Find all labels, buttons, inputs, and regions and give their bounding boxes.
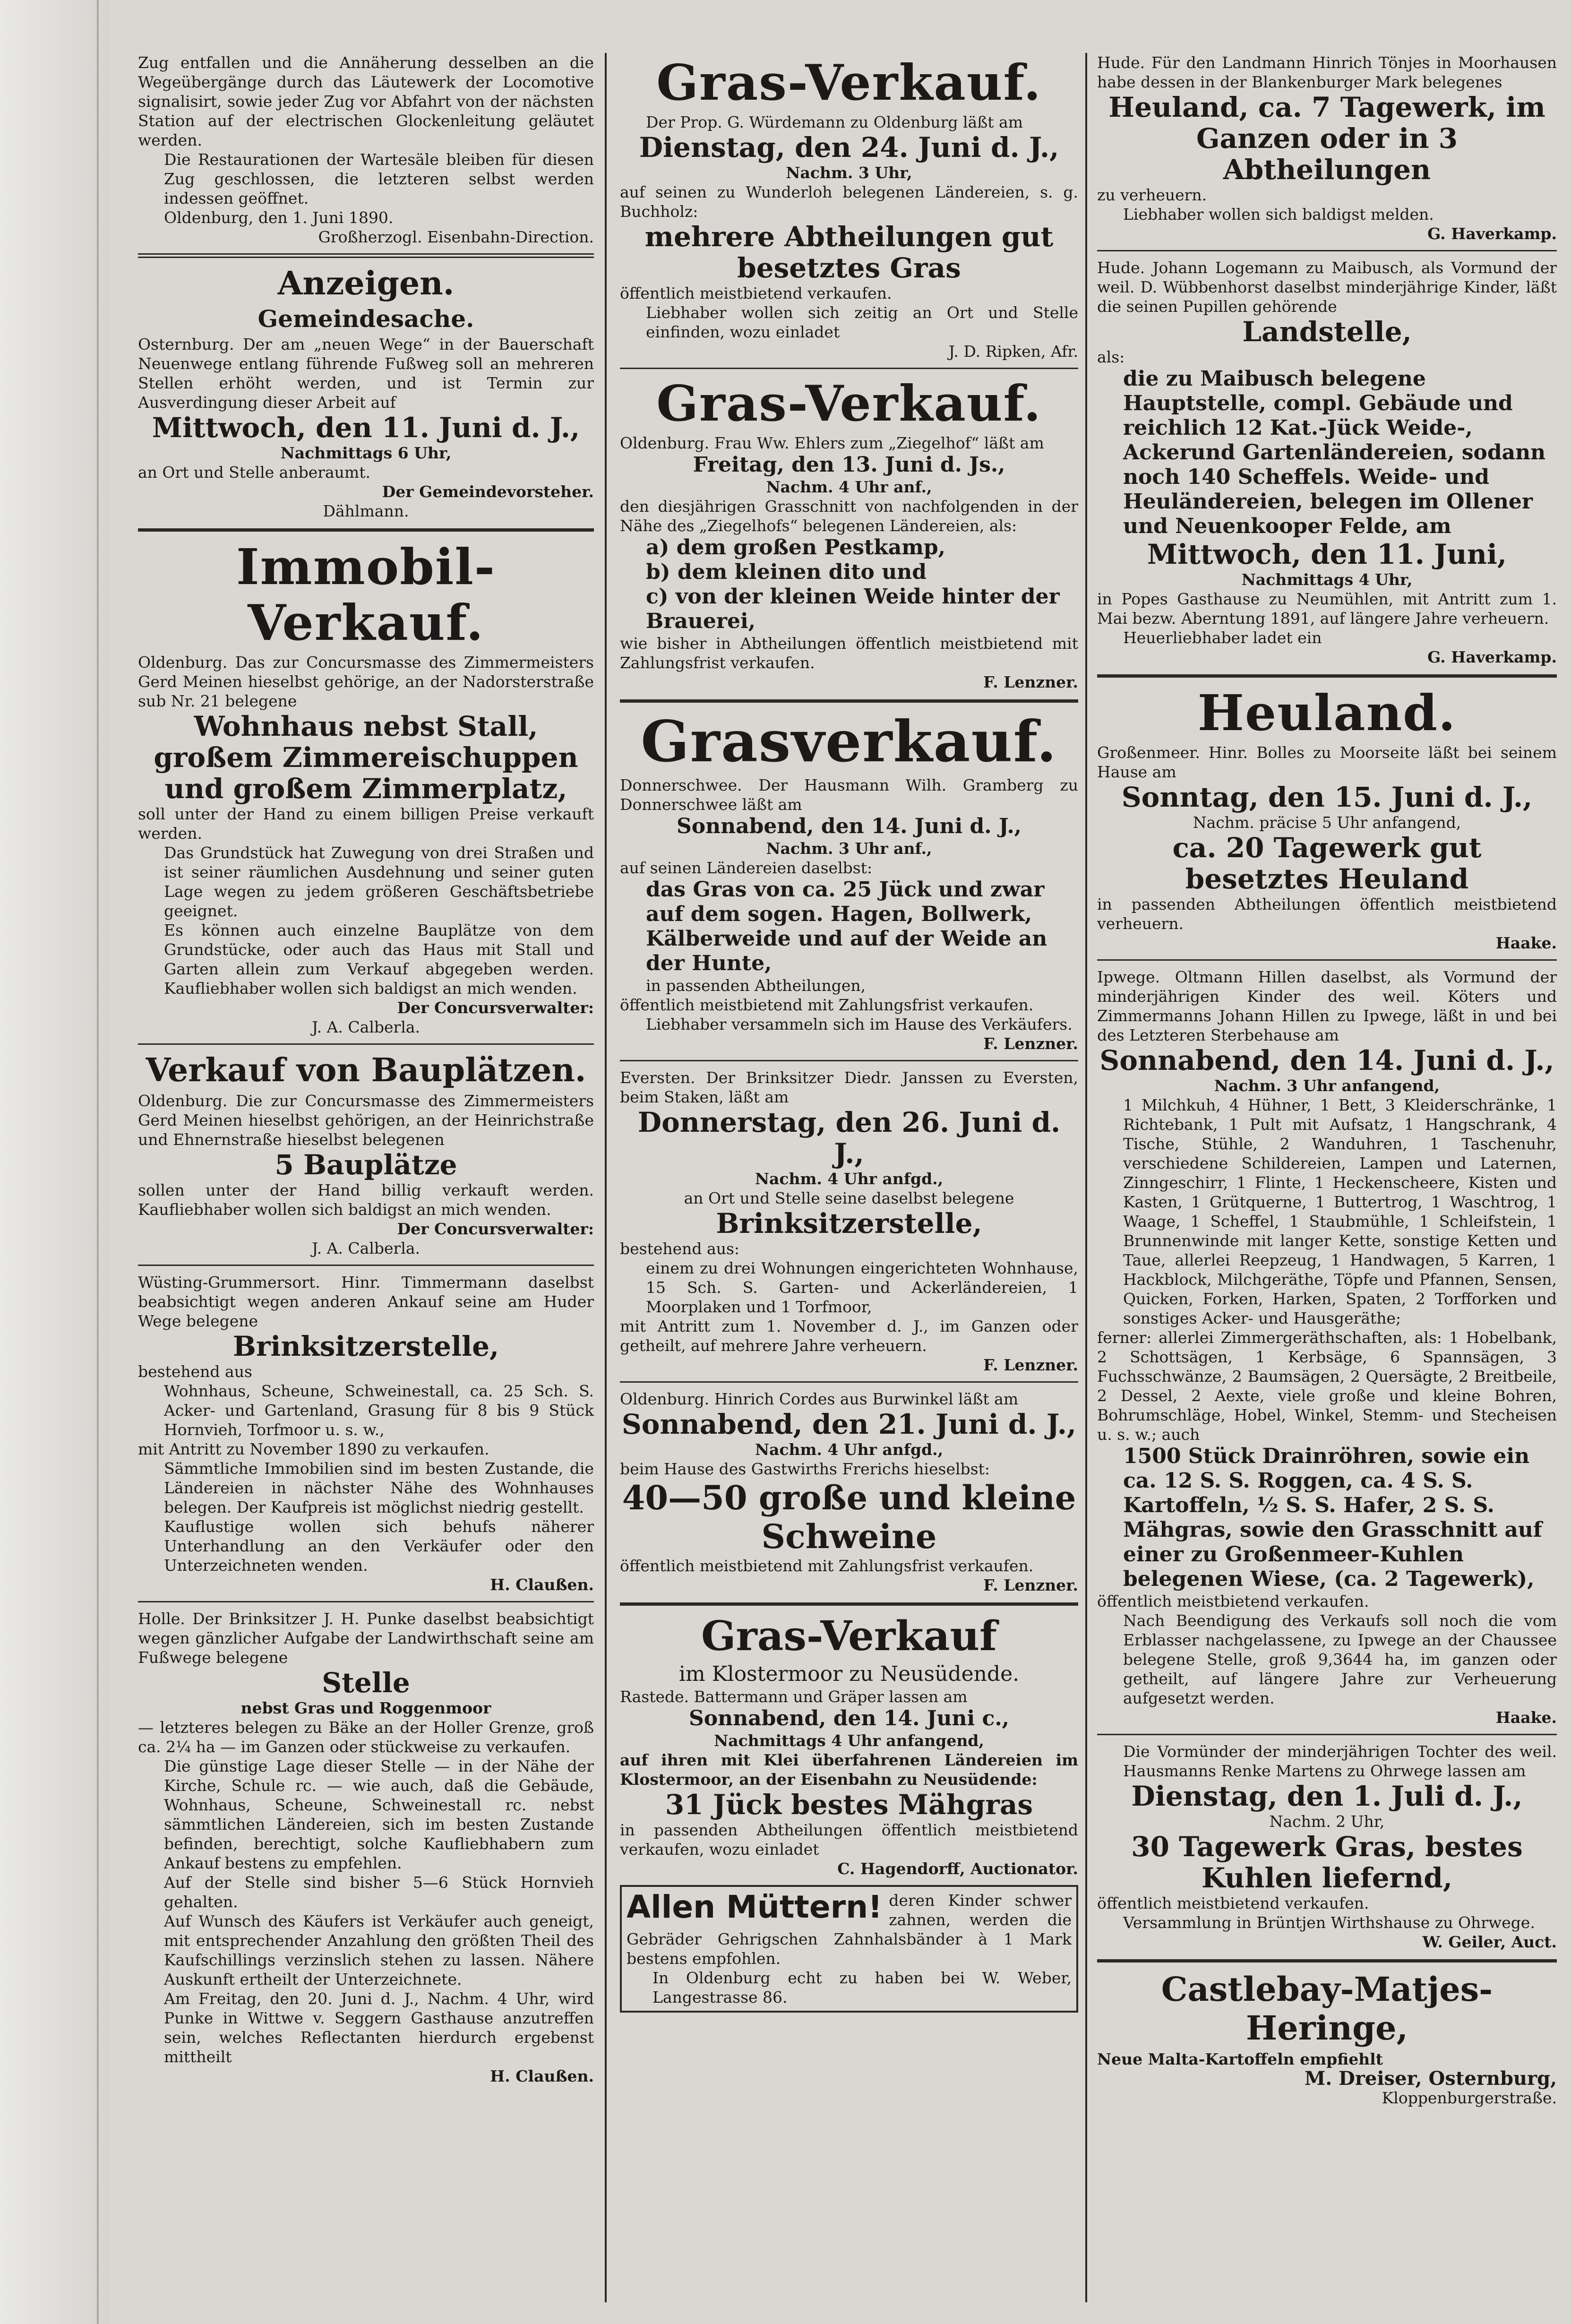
ad-text: Ipwege. Oltmann Hillen daselbst, als Vormund der minderjährigen Kinder des weil. Köters und Zimmermanns Johann Hillen zu Ipwege, läßt in und bei des Letzteren Sterbehause am [1097, 968, 1557, 1044]
ad-text: auf seinen Ländereien daselbst: [620, 859, 873, 877]
ad-signature: M. Dreiser, Osternburg, [1305, 2067, 1557, 2090]
page-edge [0, 0, 109, 2324]
ad-list-item: b) dem kleinen dito und [646, 560, 927, 584]
ad-signature: W. Geiler, Auct. [1422, 1933, 1557, 1951]
ad-text: Am Freitag, den 20. Juni d. J., Nachm. 4 Uhr, wird Punke in Wittwe v. Seggern Gasthause anzutreffen sein, welches Reflectanten hierdurch ergebenst mittheilt [164, 1989, 594, 2066]
ad-title: Gemeindesache. [258, 305, 474, 333]
ad-text: wie bisher in Abtheilungen öffentlich meistbietend mit Zahlungsfrist verkaufen. [620, 634, 1078, 672]
ad-time: Nachmittags 4 Uhr anfangend, [714, 1731, 984, 1750]
ad-highlight: Stelle [322, 1667, 410, 1699]
ad-text: in passenden Abtheilungen öffentlich meistbietend verkaufen, wozu einladet [620, 1821, 1078, 1859]
ad-highlight: Wohnhaus nebst Stall, großem Zimmereischuppen und großem Zimmerplatz, [154, 710, 578, 805]
ad-ipwege [1097, 967, 1557, 1727]
ad-date: Freitag, den 13. Juni d. Js., [693, 453, 1005, 477]
railway-notice [138, 53, 594, 247]
ad-text: Osternburg. Der am „neuen Wege“ in der Bauerschaft Neuenwege entlang führende Fußweg soll an mehreren Stellen erhöht werden, und ist Termin zur Ausverdingung dieser Arbeit auf [138, 335, 594, 412]
column-rule [605, 53, 607, 2302]
ad-text: mit Antritt zum 1. November d. J., im Ganzen oder getheilt, auf mehrere Jahre verheuern. [620, 1317, 1078, 1355]
ad-immobil-verkauf [138, 539, 594, 1037]
ad-text: öffentlich meistbietend verkaufen. [620, 284, 892, 302]
ad-text: öffentlich meistbietend verkaufen. [1097, 1894, 1369, 1912]
divider [620, 1060, 1078, 1061]
column-3 [1097, 53, 1557, 2108]
ad-text: Holle. Der Brinksitzer J. H. Punke daselbst beabsichtigt wegen gänzlicher Aufgabe der Landwirthschaft seine am Fußwege belegene [138, 1610, 594, 1667]
column-rule [1085, 53, 1087, 2302]
ad-subtitle: im Klostermoor zu Neusüdende. [678, 1662, 1020, 1686]
ad-text: Kauflustige wollen sich behufs näherer Unterhandlung an den Verkäufer oder den Unterzeichneten wenden. [164, 1517, 594, 1575]
ad-list-item: c) von der kleinen Weide hinter der Brauerei, [646, 585, 1060, 633]
divider [620, 368, 1078, 369]
column-1 [138, 53, 594, 2086]
ad-signature: H. Claußen. [490, 2067, 594, 2085]
divider [138, 1043, 594, 1045]
ad-title: Heuland. [1197, 684, 1457, 742]
ad-text: Liebhaber wollen sich baldigst melden. [1123, 205, 1434, 224]
ad-holle [138, 1609, 594, 2086]
ad-highlight: 31 Jück bestes Mähgras [665, 1789, 1033, 1821]
ad-time: Nachm. 3 Uhr anfangend, [1214, 1076, 1440, 1095]
ad-signature: C. Hagendorff, Auctionator. [837, 1859, 1078, 1878]
ad-date: Sonnabend, den 21. Juni d. J., [621, 1408, 1077, 1440]
ad-text: auf ihren mit Klei überfahrenen Ländereien im Klostermoor, an der Eisenbahn zu Neusüdende: [620, 1751, 1078, 1789]
ad-time: Nachmittags 6 Uhr, [280, 444, 452, 462]
ad-text: an Ort und Stelle anberaumt. [138, 463, 370, 482]
ad-text: an Ort und Stelle seine daselbst belegene [684, 1189, 1014, 1207]
ad-signature: F. Lenzner. [983, 1576, 1078, 1594]
ad-title: Immobil-Verkauf. [236, 538, 496, 652]
ad-hude-landstelle [1097, 258, 1557, 667]
ad-text: soll unter der Hand zu einem billigen Preise verkauft werden. [138, 805, 594, 843]
ad-text: Versammlung in Brüntjen Wirthshause zu Ohrwege. [1123, 1913, 1535, 1932]
ad-text: Großenmeer. Hinr. Bolles zu Moorseite läßt bei seinem Hause am [1097, 743, 1557, 781]
ad-castlebay [1097, 1970, 1557, 2108]
ad-address: Kloppenburgerstraße. [1382, 2089, 1557, 2107]
divider [620, 699, 1078, 703]
notice-date: Oldenburg, den 1. Juni 1890. [164, 208, 394, 227]
ad-highlight: 30 Tagewerk Gras, bestes Kuhlen liefernd, [1131, 1831, 1523, 1894]
binding-line [97, 0, 99, 2324]
ad-highlight: Heuland, ca. 7 Tagewerk, im Ganzen oder in 3 Abtheilungen [1108, 91, 1545, 186]
ad-date: Mittwoch, den 11. Juni, [1147, 538, 1507, 570]
ad-text: Heuerliebhaber ladet ein [1123, 628, 1322, 647]
ad-text: Rastede. Battermann und Gräper lassen am [620, 1687, 968, 1706]
ad-highlight: mehrere Abtheilungen gut besetztes Gras [644, 221, 1054, 284]
divider [1097, 1959, 1557, 1962]
ad-text: öffentlich meistbietend verkaufen. [1097, 1592, 1369, 1610]
ad-text: Hude. Für den Landmann Hinrich Tönjes in Moorhausen habe dessen in der Blankenburger Mark belegenes [1097, 53, 1557, 91]
ad-date: Mittwoch, den 11. Juni d. J., [152, 412, 580, 444]
ad-text: Neue Malta-Kartoffeln empfiehlt [1097, 2050, 1383, 2068]
notice-signature: Großherzogl. Eisenbahn-Direction. [318, 228, 594, 246]
ad-title: Gras-Verkauf. [656, 374, 1042, 432]
ad-subtitle: nebst Gras und Roggenmoor [240, 1699, 491, 1717]
ad-text: bestehend aus [138, 1362, 252, 1381]
ad-date: Donnerstag, den 26. Juni d. J., [637, 1106, 1061, 1170]
ad-signature: Haake. [1495, 934, 1557, 952]
divider [138, 1265, 594, 1266]
ad-text: Auf der Stelle sind bisher 5—6 Stück Hornvieh gehalten. [164, 1873, 594, 1911]
notice-text: Die Restaurationen der Wartesäle bleiben für diesen Zug geschlossen, die letzteren selbst werden indessen geöffnet. [164, 150, 594, 207]
ad-signature: Der Concursverwalter: [397, 998, 594, 1017]
ad-title: Gras-Verkauf. [656, 53, 1042, 112]
ad-signature: F. Lenzner. [983, 1034, 1078, 1053]
ad-text: beim Hause des Gastwirths Frerichs hieselbst: [620, 1460, 990, 1478]
ad-time: Nachm. 3 Uhr, [786, 164, 912, 182]
ad-time: Nachm. 2 Uhr, [1269, 1812, 1385, 1831]
ad-text: Oldenburg. Hinrich Cordes aus Burwinkel läßt am [620, 1390, 1019, 1408]
ad-text: Wohnhaus, Scheune, Schweinestall, ca. 25 Sch. S. Acker- und Gartenland, Grasung für 8 bis 9 Stück Hornvieh, Torfmoor u. s. w., [164, 1382, 594, 1439]
divider [138, 1601, 594, 1602]
ad-signature: G. Haverkamp. [1427, 648, 1557, 666]
ad-signature: J. A. Calberla. [311, 1018, 421, 1036]
ad-heuland [1097, 685, 1557, 953]
ad-highlight: Landstelle, [1242, 316, 1412, 348]
ad-text: Die günstige Lage dieser Stelle — in der Nähe der Kirche, Schule rc. — wie auch, daß die Gebäude, Wohnhaus, Scheune, Schweinestall rc. nebst sämmtlichen Ländereien, sich im besten Zustande befinden, berechtigt, solche Kaufliebhabern zum Ankauf bestens zu empfehlen. [164, 1757, 594, 1872]
ad-text: Nach Beendigung des Verkaufs soll noch die vom Erblasser nachgelassene, zu Ipwege an der Chaussee belegene Stelle, groß 9,3644 ha, im ganzen oder getheilt, auf längere Jahre zur Verheuerung aufgesetzt werden. [1123, 1611, 1557, 1707]
ad-gras-verkauf-2 [620, 376, 1078, 692]
ad-text: in Popes Gasthause zu Neumühlen, mit Antritt zum 1. Mai bezw. Aberntung 1891, auf längere Jahre verheuern. [1097, 590, 1557, 628]
ad-gemeindesache [138, 304, 594, 521]
ad-date: Sonnabend, den 14. Juni d. J., [1099, 1044, 1554, 1076]
column-2 [620, 53, 1078, 2013]
divider [620, 1381, 1078, 1383]
ad-text: Liebhaber wollen sich zeitig an Ort und Stelle einfinden, wozu einladet [646, 303, 1078, 341]
divider [138, 253, 594, 258]
ad-date: Sonnabend, den 14. Juni c., [689, 1706, 1009, 1730]
ad-signature: G. Haverkamp. [1427, 224, 1557, 243]
ad-gras-verkauf-1 [620, 55, 1078, 361]
ad-text: — letzteres belegen zu Bäke an der Holler Grenze, groß ca. 2¼ ha — im Ganzen oder stückweise zu verkaufen. [138, 1718, 594, 1756]
divider [1097, 674, 1557, 678]
ad-text: öffentlich meistbietend mit Zahlungsfrist verkaufen. [620, 1557, 1034, 1575]
ad-text: Der Prop. G. Würdemann zu Oldenburg läßt am [646, 113, 1023, 131]
ad-text: auf seinen zu Wunderloh belegenen Ländereien, s. g. Buchholz: [620, 183, 1078, 221]
ad-title: Verkauf von Bauplätzen. [146, 1051, 586, 1089]
ad-date: Sonntag, den 15. Juni d. J., [1121, 781, 1533, 813]
ad-title: Castlebay-Matjes-Heringe, [1161, 1970, 1493, 2048]
ad-date: Dienstag, den 24. Juni d. J., [639, 131, 1059, 164]
divider [620, 1602, 1078, 1606]
notice-text: Zug entfallen und die Annäherung desselben an die Wegeübergänge durch das Läutewerk der Locomotive signalisirt, sowie jeder Zug vor Abfahrt von der nächsten Station auf der electrischen Glockenleitung geläutet werden. [138, 53, 594, 149]
ad-highlight: 40—50 große und kleine Schweine [622, 1478, 1076, 1556]
ad-signature: Dählmann. [323, 502, 409, 520]
ad-signature: F. Lenzner. [983, 673, 1078, 691]
ad-highlight: 5 Bauplätze [275, 1149, 457, 1181]
ad-highlight: 1500 Stück Drainröhren, sowie ein ca. 12 S. S. Roggen, ca. 4 S. S. Kartoffeln, ½ S. S. Hafer, 2 S. S. Mähgras, sowie den Grasschnitt auf einer zu Großenmeer-Kuhlen belegenen Wiese, (ca. 2 Tagewerk), [1123, 1444, 1542, 1591]
ad-title: Grasverkauf. [641, 708, 1057, 775]
ad-text: Die Vormünder der minderjährigen Tochter des weil. Hausmanns Renke Martens zu Ohrwege lassen am [1123, 1742, 1557, 1780]
ad-text: in passenden Abtheilungen öffentlich meistbietend verheuern. [1097, 895, 1557, 933]
ad-date: Dienstag, den 1. Juli d. J., [1131, 1780, 1523, 1812]
ad-time: Nachm. 4 Uhr anfgd., [755, 1170, 944, 1188]
ad-title: Allen Müttern! [627, 1889, 883, 1925]
divider [1097, 959, 1557, 961]
ad-text: als: [1097, 348, 1125, 366]
ad-text: in passenden Abtheilungen, [646, 976, 866, 995]
ad-text: Auf Wunsch des Käufers ist Verkäufer auch geneigt, mit entsprechender Anzahlung den größten Theil des Kaufschillings verzinslich stehen zu lassen. Nähere Auskunft ertheilt der Unterzeichnete. [164, 1912, 594, 1988]
ad-ohrwege [1097, 1742, 1557, 1952]
ad-time: Nachmittags 4 Uhr, [1241, 570, 1413, 589]
ad-signature: Der Concursverwalter: [397, 1220, 594, 1238]
divider [1097, 250, 1557, 251]
ad-signature: J. D. Ripken, Afr. [948, 342, 1078, 361]
ad-grasverkauf-3 [620, 710, 1078, 1053]
ad-text: Sämmtliche Immobilien sind im besten Zustande, die Ländereien in nächster Nähe des Wohnhauses belegen. Der Kaufpreis ist möglichst niedrig gestellt. [164, 1459, 594, 1516]
ad-signature: Haake. [1495, 1708, 1557, 1727]
ad-date: Sonnabend, den 14. Juni d. J., [677, 814, 1022, 838]
ad-time: Nachm. 4 Uhr anfgd., [755, 1440, 944, 1459]
ad-title: Gras-Verkauf [701, 1612, 997, 1660]
ad-text: öffentlich meistbietend mit Zahlungsfrist verkaufen. [620, 996, 1034, 1014]
ad-text: Liebhaber versammeln sich im Hause des Verkäufers. [646, 1015, 1073, 1033]
ad-text: Das Grundstück hat Zuwegung von drei Straßen und ist seiner räumlichen Ausdehnung und seiner guten Lage wegen zu jedem größeren Geschäftsbetriebe geeignet. [164, 844, 594, 920]
ad-highlight: Brinksitzerstelle, [716, 1207, 982, 1239]
ad-text: sollen unter der Hand billig verkauft werden. Kaufliebhaber wollen sich baldigst an mich wenden. [138, 1181, 594, 1219]
ad-text: Donnerschwee. Der Hausmann Wilh. Gramberg zu Donnerschwee läßt am [620, 776, 1078, 814]
ad-time: Nachm. 3 Uhr anf., [766, 839, 932, 858]
ad-gras-verkauf-4 [620, 1613, 1078, 1878]
ad-text: 1 Milchkuh, 4 Hühner, 1 Bett, 3 Kleiderschränke, 1 Richtebank, 1 Pult mit Aufsatz, 1 Hangschrank, 4 Tische, Stühle, 2 Wanduhren, 1 Taschenuhr, verschiedene Schildereien, Lampen und Laternen, Zinngeschirr, 1 Flinte, 1 Heckenscheere, Kisten und Kasten, 1 Grütquerne, 1 Buttertrog, 1 Waschtrog, 1 Waage, 1 Scheffel, 1 Staubmühle, 1 Schleifstein, 1 Brunnenwinde mit langer Kette, sonstige Ketten und Taue, allerlei Reepzeug, 1 Handwagen, 5 Karren, 1 Hackblock, Milchgeräthe, Töpfe und Pfannen, Sensen, Quicken, Forken, Harken, Spaten, 2 Torfforken und sonstiges Acker- und Hausgeräthe; [1123, 1096, 1557, 1327]
ad-text: Hude. Johann Logemann zu Maibusch, als Vormund der weil. D. Wübbenhorst daselbst minderjährige Kinder, läßt die seinen Pupillen gehörende [1097, 258, 1557, 316]
ad-wuesting [138, 1273, 594, 1594]
ad-text: den diesjährigen Grasschnitt von nachfolgenden in der Nähe des „Ziegelhofs“ belegenen Ländereien, als: [620, 497, 1078, 535]
ad-hude-heuland [1097, 53, 1557, 243]
ad-text: Oldenburg. Die zur Concursmasse des Zimmermeisters Gerd Meinen hieselbst gehörigen, an der Heinrichstraße und Ehnernstraße hieselbst belegenen [138, 1092, 594, 1149]
section-heading: Anzeigen. [277, 265, 455, 302]
ad-description: die zu Maibusch belegene Hauptstelle, compl. Gebäude und reichlich 12 Kat.-Jück Weide-, Ackerund Gartenländereien, sodann noch 140 Scheffels. Weide- und Heuländereien, belegen im Ollener und Neuenkooper Felde, am [1123, 367, 1546, 538]
ad-signature: Der Gemeindevorsteher. [382, 482, 594, 501]
ad-text: Oldenburg. Das zur Concursmasse des Zimmermeisters Gerd Meinen hieselbst gehörige, an der Nadorsterstraße sub Nr. 21 belegene [138, 653, 594, 710]
ad-highlight: ca. 20 Tagewerk gut besetztes Heuland [1172, 832, 1482, 895]
ad-cordes [620, 1389, 1078, 1595]
ad-text: Es können auch einzelne Bauplätze von dem Grundstücke, oder auch das Haus mit Stall und Garten allein zum Verkauf abgegeben werden. Kaufliebhaber wollen sich baldigst an mich wenden. [164, 921, 594, 998]
ad-signature: H. Claußen. [490, 1575, 594, 1594]
ad-text: Oldenburg. Frau Ww. Ehlers zum „Ziegelhof“ läßt am [620, 434, 1044, 452]
ad-highlight: Brinksitzerstelle, [232, 1330, 499, 1362]
ad-text: bestehend aus: [620, 1239, 740, 1258]
divider [138, 528, 594, 532]
ad-text: mit Antritt zu November 1890 zu verkaufen. [138, 1440, 489, 1458]
ad-text: ferner: allerlei Zimmergeräthschaften, als: 1 Hobelbank, 2 Schottsägen, 1 Kerbsäge, 6 Spannsägen, 3 Fuchsschwänze, 2 Baumsägen, 2 Quersägte, 2 Breitbeile, 2 Dessel, 2 Aexte, viele große und kleine Bohren, Bohrumschläge, Hobel, Winkel, Stemm- und Stecheisen u. s. w.; auch [1097, 1328, 1557, 1444]
ad-text: zu verheuern. [1097, 186, 1207, 204]
ad-text: einem zu drei Wohnungen eingerichteten Wohnhause, 15 Sch. S. Garten- und Ackerländereien, 1 Moorplaken und 1 Torfmoor, [646, 1259, 1078, 1316]
ad-highlight: das Gras von ca. 25 Jück und zwar auf dem sogen. Hagen, Bollwerk, Kälberweide und auf der Weide an der Hunte, [646, 878, 1047, 975]
ad-bauplaetze [138, 1051, 594, 1258]
ad-text: deren Kinder schwer zahnen, werden die Gebräder Gehrigschen Zahnhalsbänder à 1 Mark bestens empfohlen. [627, 1891, 1072, 1968]
ad-eversten [620, 1068, 1078, 1375]
divider [1097, 1734, 1557, 1735]
ad-time: Nachm. 4 Uhr anf., [766, 478, 932, 496]
ad-text: Wüsting-Grummersort. Hinr. Timmermann daselbst beabsichtigt wegen anderen Ankauf seine am Huder Wege belegene [138, 1273, 594, 1330]
ad-text: In Oldenburg echt zu haben bei W. Weber, Langestrasse 86. [652, 1969, 1072, 2006]
ad-signature: J. A. Calberla. [311, 1239, 421, 1257]
ad-time: Nachm. präcise 5 Uhr anfangend, [1193, 813, 1461, 832]
ad-text: Eversten. Der Brinksitzer Diedr. Janssen zu Eversten, beim Staken, läßt am [620, 1068, 1078, 1106]
ad-allen-muettern [620, 1885, 1078, 2013]
ad-list-item: a) dem großen Pestkamp, [646, 535, 945, 559]
ad-signature: F. Lenzner. [983, 1356, 1078, 1374]
